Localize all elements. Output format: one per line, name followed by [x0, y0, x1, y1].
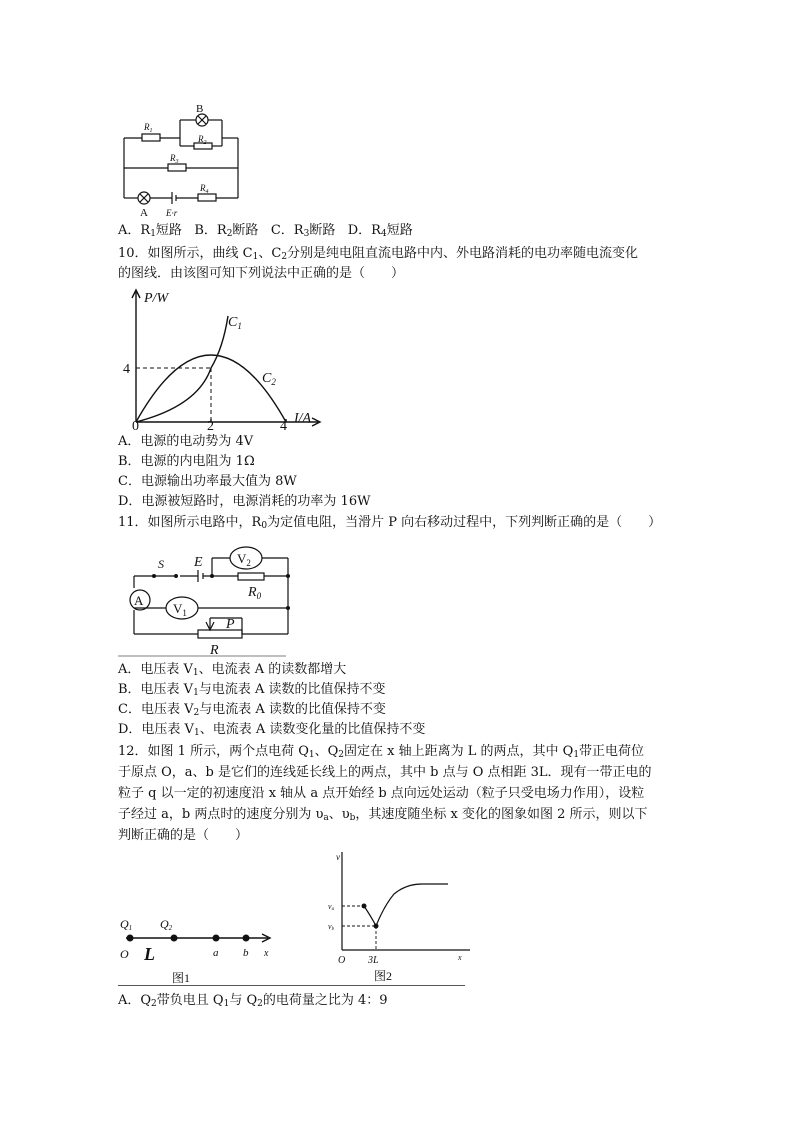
q12-stem-line2: 于原点 O，a、b 是它们的连线延长线上的两点，其中 b 点与 O 点相距 3L．现有一带正电的	[118, 765, 652, 780]
q10-power-current-graph	[118, 286, 333, 432]
q10-x-tick-4: 4	[280, 419, 287, 432]
q11-circuit-diagram	[118, 538, 293, 660]
q12-point-a-label: a	[213, 947, 219, 959]
q11-v2-label: $V_2$	[237, 551, 251, 568]
q10-option-a[interactable]: A．电源的电动势为 4V	[118, 434, 254, 449]
q11-stem: 11．如图所示电路中，$R_0$为定值电阻，当滑片 P 向右移动过程中，下列判断正确的是（ ）	[118, 515, 662, 531]
q11-ammeter-label: A	[134, 593, 144, 608]
q10-option-c[interactable]: C．电源输出功率最大值为 8W	[118, 474, 297, 489]
q9-option-c[interactable]: C．$R_3$断路	[270, 223, 336, 239]
q9-emf-label: E·r	[166, 208, 178, 218]
q9-r2-label: $R_2$	[198, 134, 207, 146]
q9-option-a[interactable]: A．$R_1$短路	[118, 223, 182, 239]
q11-switch-label: S	[158, 557, 164, 571]
q11-battery-label: E	[194, 555, 203, 570]
q11-slider-label: P	[226, 617, 235, 632]
q12-figure2-caption: 图2	[374, 969, 393, 983]
q10-stem-line2: 的图线．由该图可知下列说法中正确的是（ ）	[118, 266, 405, 281]
q11-option-c[interactable]: C．电压表 $V_2$与电流表 A 读数的比值保持不变	[118, 702, 386, 718]
q9-r4-label: $R_4$	[200, 183, 209, 195]
q10-y-tick-4: 4	[123, 362, 130, 377]
q9-circuit-diagram	[118, 100, 248, 220]
q12-option-a[interactable]: A．$Q_2$带负电且 $Q_1$与 $Q_2$的电荷量之比为 4：9	[118, 993, 388, 1009]
q12-stem-line4: 子经过 a，b 两点时的速度分别为 $\upsilon_a$、$\upsilon_b$，其速度随坐标 x 变化的图象如图 2 所示，则以下	[118, 807, 648, 823]
q12-figure1	[118, 906, 278, 986]
q9-option-d[interactable]: D．$R_4$短路	[347, 223, 413, 239]
q12-point-b-label: b	[243, 947, 249, 959]
q9-r1-label: $R_1$	[144, 122, 153, 134]
q11-r0-label: $R_0$	[248, 585, 262, 601]
q12-x-label: x	[264, 948, 269, 959]
q12-stem-line5: 判断正确的是（ ）	[118, 828, 249, 843]
q10-option-b[interactable]: B．电源的内电阻为 1Ω	[118, 454, 255, 469]
q9-r3-label: $R_3$	[170, 153, 179, 165]
q10-c1-label: $C_1$	[228, 315, 242, 331]
q12-fig2-x-label: x	[458, 953, 462, 962]
q9-lamp-a-label: A	[140, 207, 148, 219]
q10-x-axis-label: I/A	[294, 411, 312, 426]
q12-v-axis-label: v	[336, 852, 340, 862]
q10-x-tick-0: 0	[132, 419, 139, 432]
q12-distance-label: L	[144, 944, 155, 964]
q12-figure2	[322, 846, 472, 986]
q11-option-d[interactable]: D．电压表 $V_1$、电流表 A 读数变化量的比值保持不变	[118, 722, 426, 738]
q11-option-a[interactable]: A．电压表 $V_1$、电流表 A 的读数都增大	[118, 662, 347, 678]
q12-q2-label: Q2	[160, 917, 173, 932]
q9-lamp-b-label: B	[196, 103, 204, 115]
q12-figure1-caption: 图1	[172, 971, 191, 985]
q12-fig2-origin-label: O	[338, 955, 346, 966]
q10-y-axis-label: P/W	[144, 291, 169, 306]
q12-3l-tick-label: 3L	[368, 955, 379, 966]
q12-stem-line3: 粒子 q 以一定的初速度沿 x 轴从 a 点开始经 b 点向远处运动（粒子只受电场力作用），设粒	[118, 786, 645, 801]
q11-v1-label: $V_1$	[173, 601, 187, 618]
q12-stem-line1: 12．如图 1 所示，两个点电荷 $Q_1$、$Q_2$固定在 x 轴上距离为 L 的两点，其中 $Q_1$带正电荷位	[118, 744, 645, 760]
q12-va-label: va	[328, 902, 335, 912]
q12-origin-label: O	[120, 947, 129, 961]
q12-q1-label: Q1	[120, 917, 133, 932]
q9-options	[118, 222, 413, 240]
q12-vb-label: vb	[328, 922, 335, 932]
q11-rheostat-label: R	[210, 643, 219, 658]
q11-option-b[interactable]: B．电压表 $V_1$与电流表 A 读数的比值保持不变	[118, 682, 386, 698]
q10-option-d[interactable]: D．电源被短路时，电源消耗的功率为 16W	[118, 494, 371, 509]
q10-c2-label: $C_2$	[262, 371, 276, 387]
q10-x-tick-2: 2	[207, 419, 214, 432]
q10-stem-line1: 10．如图所示，曲线 $C_1$、$C_2$分别是纯电阻直流电路中内、外电路消耗的电功率随电流变化	[118, 246, 639, 262]
q9-option-b[interactable]: B．$R_2$断路	[194, 223, 259, 239]
